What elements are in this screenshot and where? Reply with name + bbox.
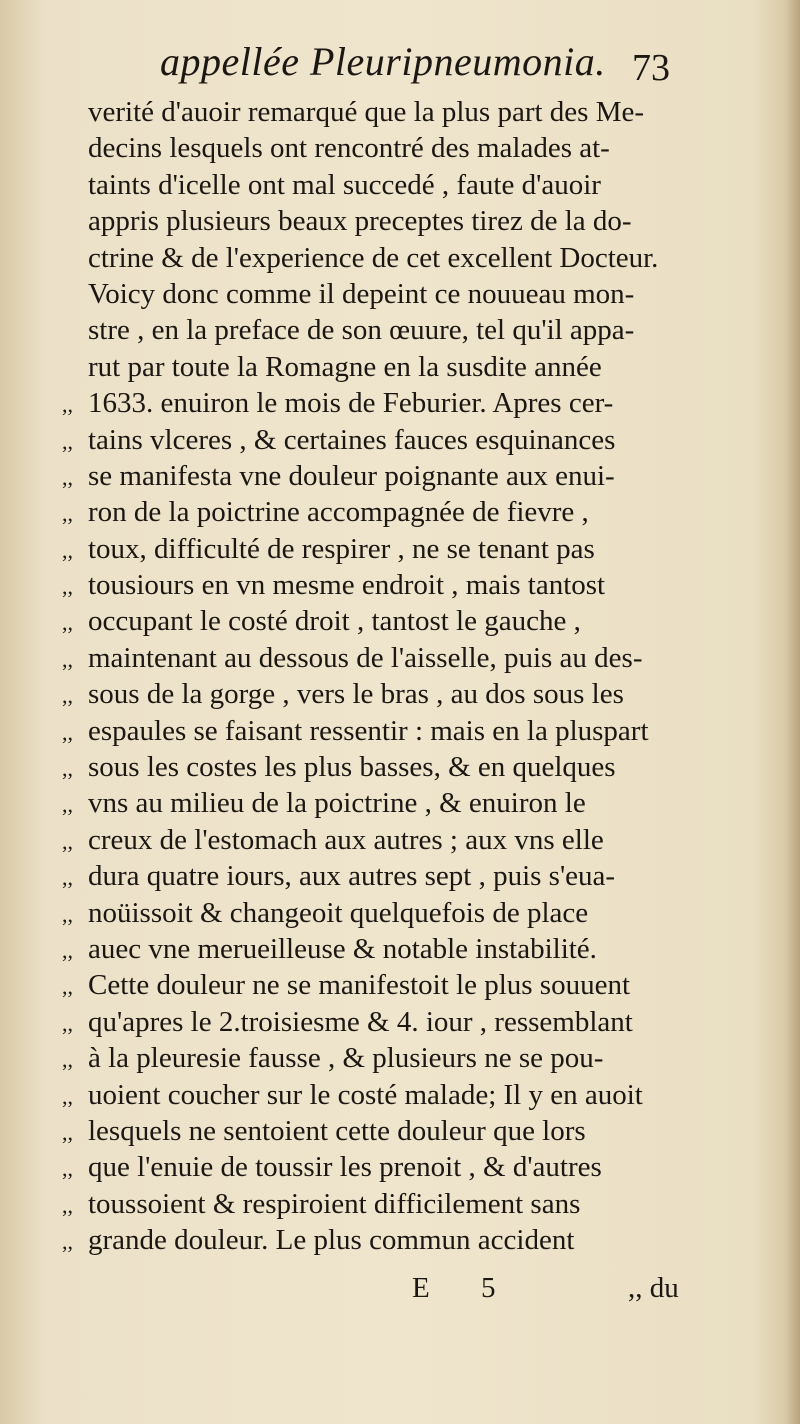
text-line [62,967,702,1003]
line-text: decins lesquels ont rencontré des malades at- [88,132,610,165]
line-text: rut par toute la Romagne en la susdite année [88,350,602,383]
quotation-mark: ,, [62,937,73,963]
running-head: appellée Pleuripneumonia. [160,39,606,84]
quotation-mark: ,, [62,828,73,854]
text-line [62,349,702,385]
text-line [62,167,702,203]
text-line [62,931,702,967]
quotation-mark: ,, [62,428,73,454]
page-number: 73 [632,47,670,89]
text-line [62,531,702,567]
line-text: se manifesta vne douleur poignante aux enui- [88,459,615,492]
line-text: uoient coucher sur le costé malade; Il y en auoit [88,1078,643,1111]
line-text: auec vne merueilleuse & notable instabilité. [88,932,597,965]
catchword: ,, du [628,1272,679,1304]
text-line [62,822,702,858]
line-text: noüissoit & changeoit quelquefois de place [88,896,589,929]
quotation-mark: ,, [62,537,73,563]
text-line [62,130,702,166]
text-line [62,385,702,421]
quotation-mark: ,, [62,1192,73,1218]
line-text: dura quatre iours, aux autres sept , puis s'eua- [88,860,616,893]
text-line [62,1004,702,1040]
line-text: 1633. enuiron le mois de Feburier. Apres cer- [88,387,614,420]
line-text: taints d'icelle ont mal succedé , faute d'auoir [88,168,601,201]
quotation-mark: ,, [62,501,73,527]
text-line [62,785,702,821]
line-text: lesquels ne sentoient cette douleur que lors [88,1114,586,1147]
page-header [0,38,800,98]
text-line [62,858,702,894]
line-text: creux de l'estomach aux autres ; aux vns elle [88,823,604,856]
text-line [62,1113,702,1149]
line-text: appris plusieurs beaux preceptes tirez de la do- [88,205,632,238]
quotation-mark: ,, [62,865,73,891]
text-line [62,1040,702,1076]
line-text: qu'apres le 2.troisiesme & 4. iour , ressemblant [88,1005,633,1038]
line-text: tousiours en vn mesme endroit , mais tantost [88,569,606,602]
quotation-mark: ,, [62,1229,73,1255]
quotation-mark: ,, [62,1156,73,1182]
quotation-mark: ,, [62,610,73,636]
line-text: sous les costes les plus basses, & en quelques [88,751,616,784]
body-text [62,94,702,1259]
quotation-mark: ,, [62,756,73,782]
quotation-mark: ,, [62,719,73,745]
text-line [62,676,702,712]
text-line [62,458,702,494]
quotation-mark: ,, [62,574,73,600]
quotation-mark: ,, [62,683,73,709]
page-footer [0,1272,800,1312]
line-text: sous de la gorge , vers le bras , au dos sous les [88,678,624,711]
quotation-mark: ,, [62,901,73,927]
text-line [62,94,702,130]
quotation-mark: ,, [62,464,73,490]
line-text: toux, difficulté de respirer , ne se tenant pas [88,532,595,565]
text-line [62,422,702,458]
line-text: que l'enuie de toussir les prenoit , & d'autres [88,1151,602,1184]
line-text: tains vlceres , & certaines fauces esquinances [88,423,616,456]
quotation-mark: ,, [62,792,73,818]
text-line [62,494,702,530]
text-line [62,895,702,931]
line-text: espaules se faisant ressentir : mais en la pluspart [88,714,649,747]
quotation-mark: ,, [62,1047,73,1073]
text-line [62,1186,702,1222]
line-text: verité d'auoir remarqué que la plus part des Me- [88,96,645,128]
text-line [62,749,702,785]
page-edge-shadow [786,0,800,1424]
text-line [62,203,702,239]
text-line [62,1149,702,1185]
text-line [62,312,702,348]
quotation-mark: ,, [62,1083,73,1109]
line-text: vns au milieu de la poictrine , & enuiron le [88,787,586,820]
text-line [62,603,702,639]
text-line [62,240,702,276]
text-line [62,640,702,676]
text-line [62,713,702,749]
text-line [62,276,702,312]
quotation-mark: ,, [62,646,73,672]
line-text: ctrine & de l'experience de cet excellent Docteur. [88,241,659,274]
quotation-mark: ,, [62,1010,73,1036]
quotation-mark: ,, [62,392,73,418]
text-line [62,1222,702,1258]
line-text: ron de la poictrine accompagnée de fievre , [88,496,589,529]
text-line [62,1077,702,1113]
line-text: maintenant au dessous de l'aisselle, puis au des- [88,641,643,674]
line-text: grande douleur. Le plus commun accident [88,1224,575,1257]
signature-mark: E 5 [412,1272,518,1304]
quotation-mark: ,, [62,1119,73,1145]
text-line [62,567,702,603]
line-text: occupant le costé droit , tantost le gauche , [88,605,581,638]
line-text: Cette douleur ne se manifestoit le plus souuent [88,969,631,1002]
quotation-mark: ,, [62,974,73,1000]
line-text: stre , en la preface de son œuure, tel qu'il appa- [88,314,635,347]
line-text: toussoient & respiroient difficilement sans [88,1187,581,1220]
line-text: à la pleuresie fausse , & plusieurs ne se pou- [88,1042,604,1075]
line-text: Voicy donc comme il depeint ce nouueau mon- [88,277,635,310]
